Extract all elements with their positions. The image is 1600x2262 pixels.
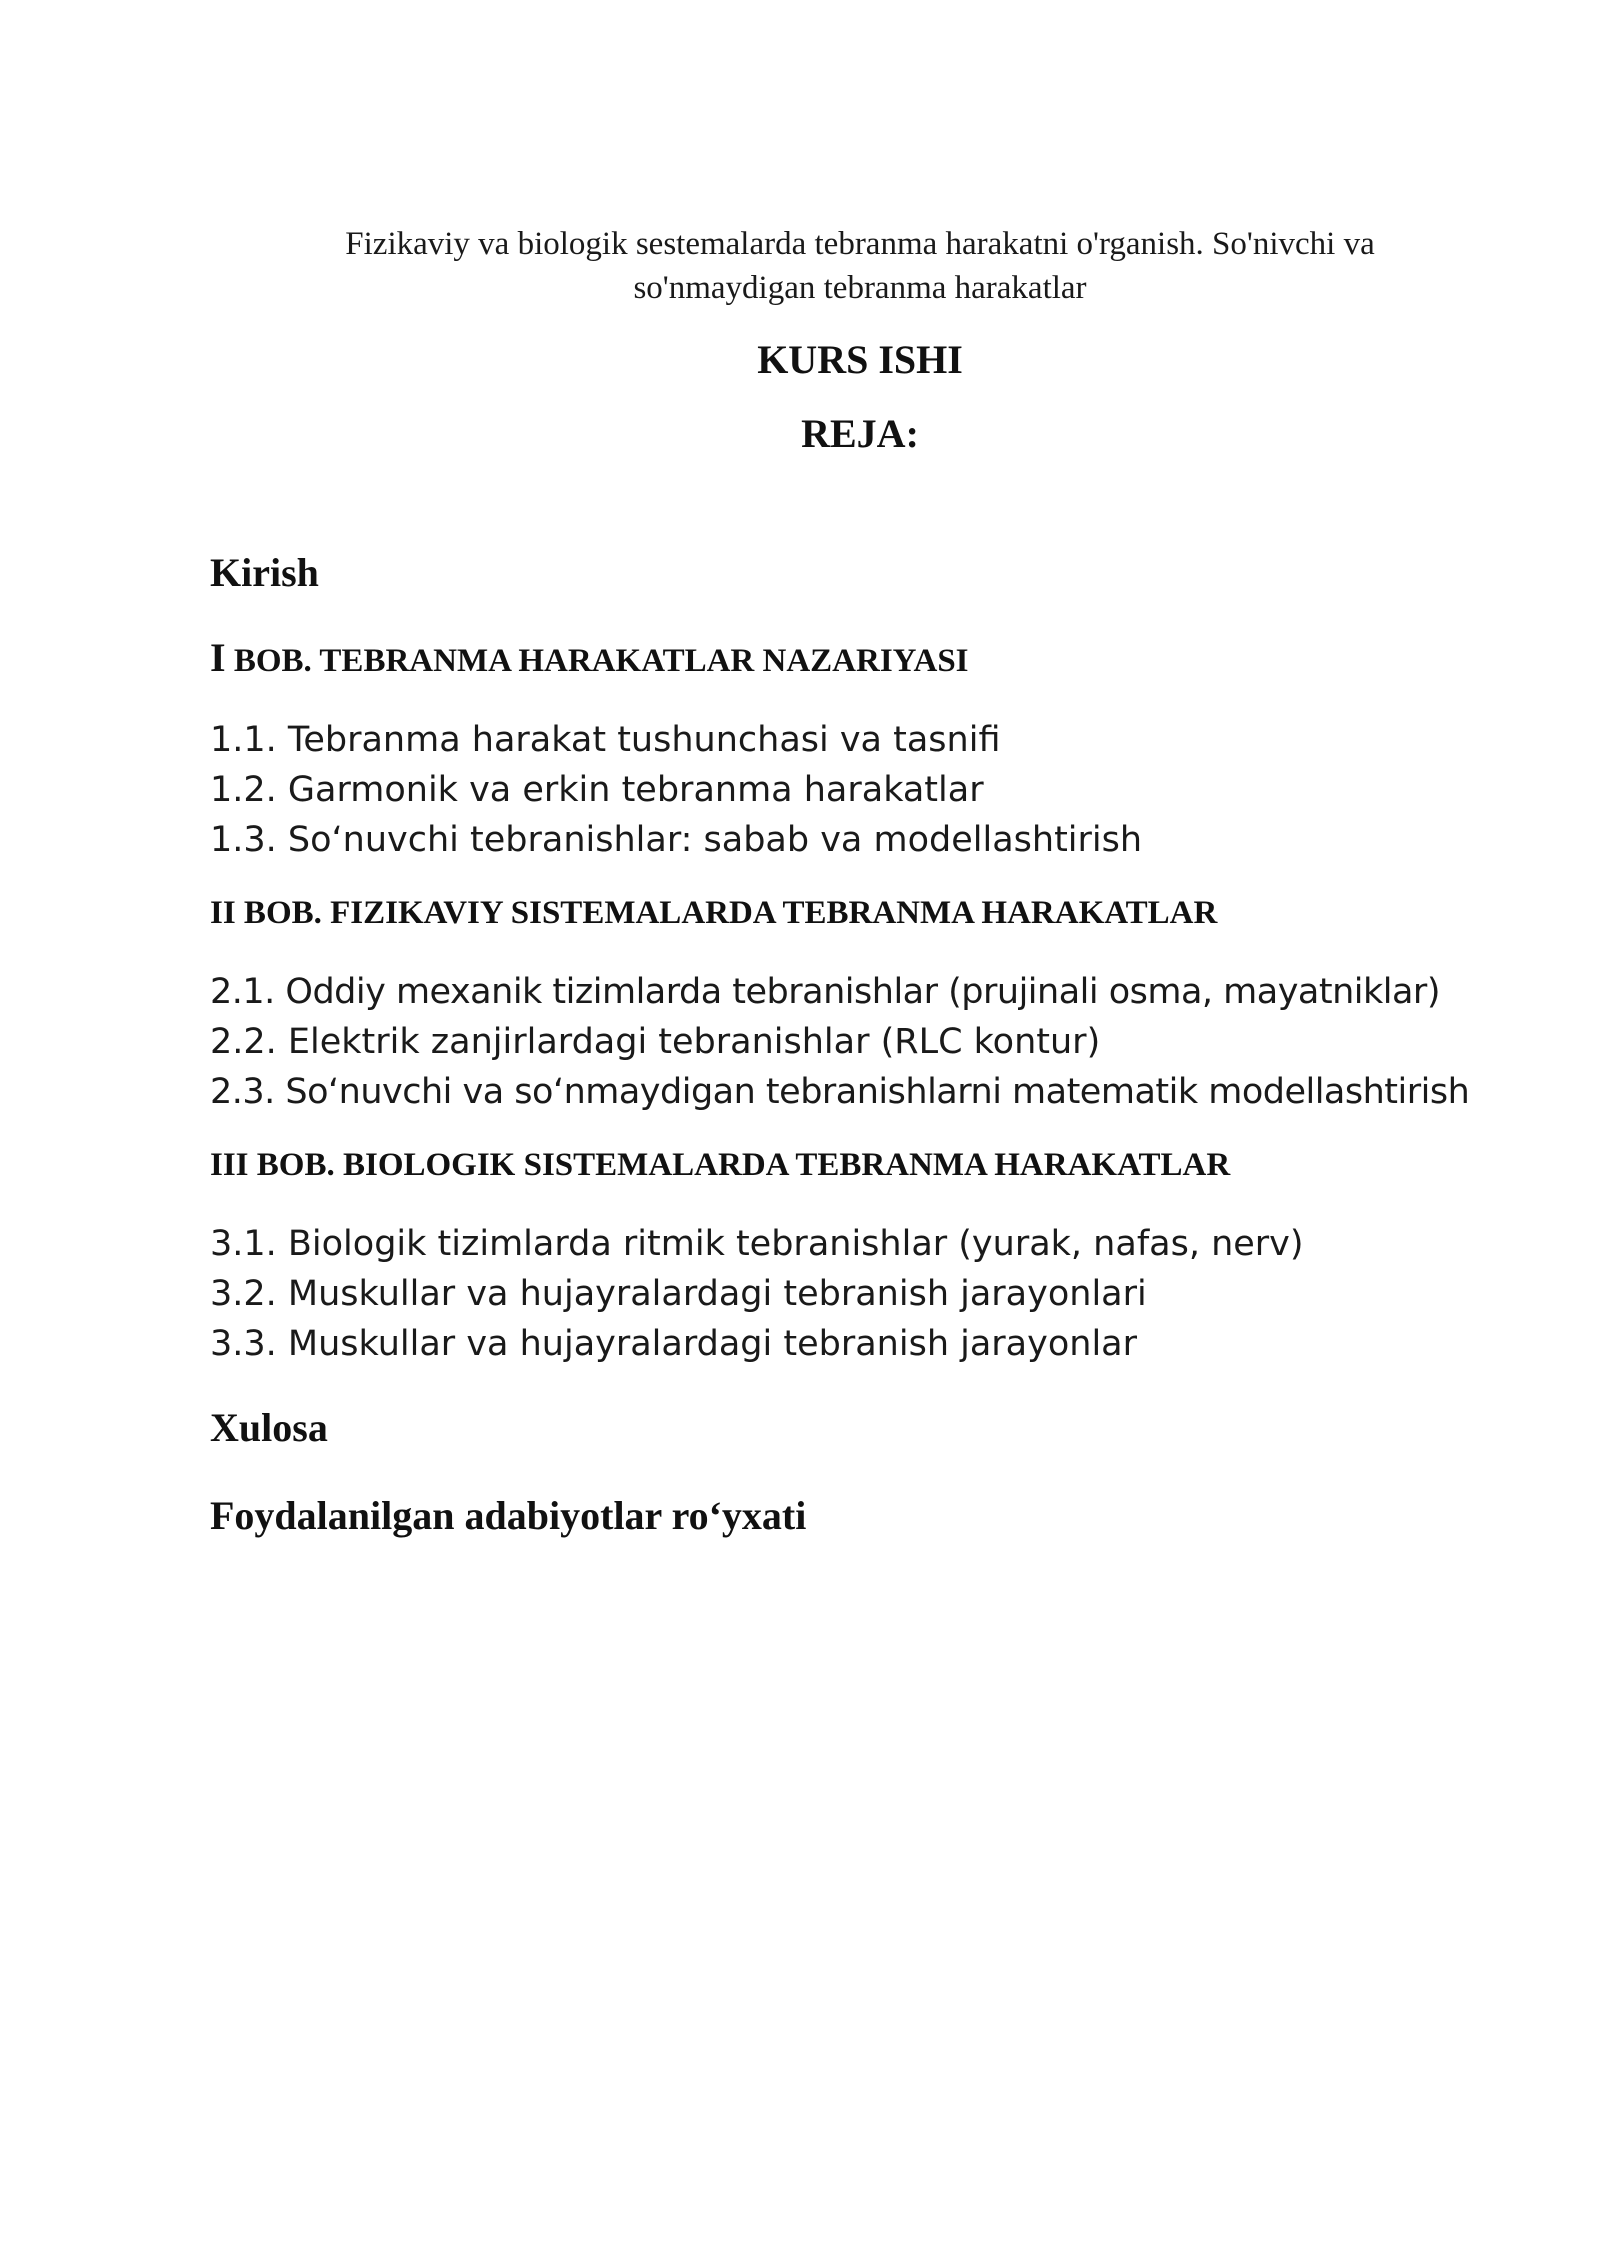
toc-chapter-1-title bbox=[210, 636, 1550, 683]
table-of-contents bbox=[210, 548, 1550, 1541]
toc-references: Foydalanilgan adabiyotlar ro‘yxati bbox=[210, 1493, 807, 1538]
toc-item-2-1: 2.1. Oddiy mexanik tizimlarda tebranishlar (prujinali osma, mayatniklar) bbox=[210, 972, 1440, 1012]
toc-chapter-3-items bbox=[210, 1219, 1550, 1369]
toc-chapter-2-items bbox=[210, 967, 1550, 1117]
toc-chapter-2-title: II BOB. FIZIKAVIY SISTEMALARDA TEBRANMA HARAKATLAR bbox=[210, 895, 1218, 931]
reja-heading: REJA: bbox=[801, 411, 919, 456]
toc-item-3-2: 3.2. Muskullar va hujayralardagi tebranish jarayonlari bbox=[210, 1274, 1147, 1314]
toc-item-3-3: 3.3. Muskullar va hujayralardagi tebranish jarayonlar bbox=[210, 1324, 1138, 1364]
toc-chapter-1-roman: I bbox=[210, 635, 226, 680]
toc-item-2-2: 2.2. Elektrik zanjirlardagi tebranishlar (RLC kontur) bbox=[210, 1022, 1101, 1062]
toc-item-1-1: 1.1. Tebranma harakat tushunchasi va tasnifi bbox=[210, 720, 1001, 760]
toc-chapter-1-title-text: BOB. TEBRANMA HARAKATLAR NAZARIYASI bbox=[225, 643, 969, 679]
toc-conclusion: Xulosa bbox=[210, 1405, 328, 1450]
toc-chapter-1-items bbox=[210, 715, 1550, 865]
toc-chapter-3-title: III BOB. BIOLOGIK SISTEMALARDA TEBRANMA HARAKATLAR bbox=[210, 1147, 1231, 1183]
document-title bbox=[250, 222, 1470, 310]
toc-item-2-3: 2.3. So‘nuvchi va so‘nmaydigan tebranishlarni matematik modellashtirish bbox=[210, 1072, 1470, 1112]
toc-intro: Kirish bbox=[210, 550, 319, 595]
toc-item-1-2: 1.2. Garmonik va erkin tebranma harakatlar bbox=[210, 770, 984, 810]
toc-item-1-3: 1.3. So‘nuvchi tebranishlar: sabab va modellashtirish bbox=[210, 820, 1143, 860]
document-title-line-2: so'nmaydigan tebranma harakatlar bbox=[633, 270, 1087, 306]
document-title-line-1: Fizikaviy va biologik sestemalarda tebranma harakatni o'rganish. So'nivchi va bbox=[345, 226, 1375, 262]
kurs-ishi-heading: KURS ISHI bbox=[757, 337, 963, 382]
toc-item-3-1: 3.1. Biologik tizimlarda ritmik tebranishlar (yurak, nafas, nerv) bbox=[210, 1224, 1304, 1264]
